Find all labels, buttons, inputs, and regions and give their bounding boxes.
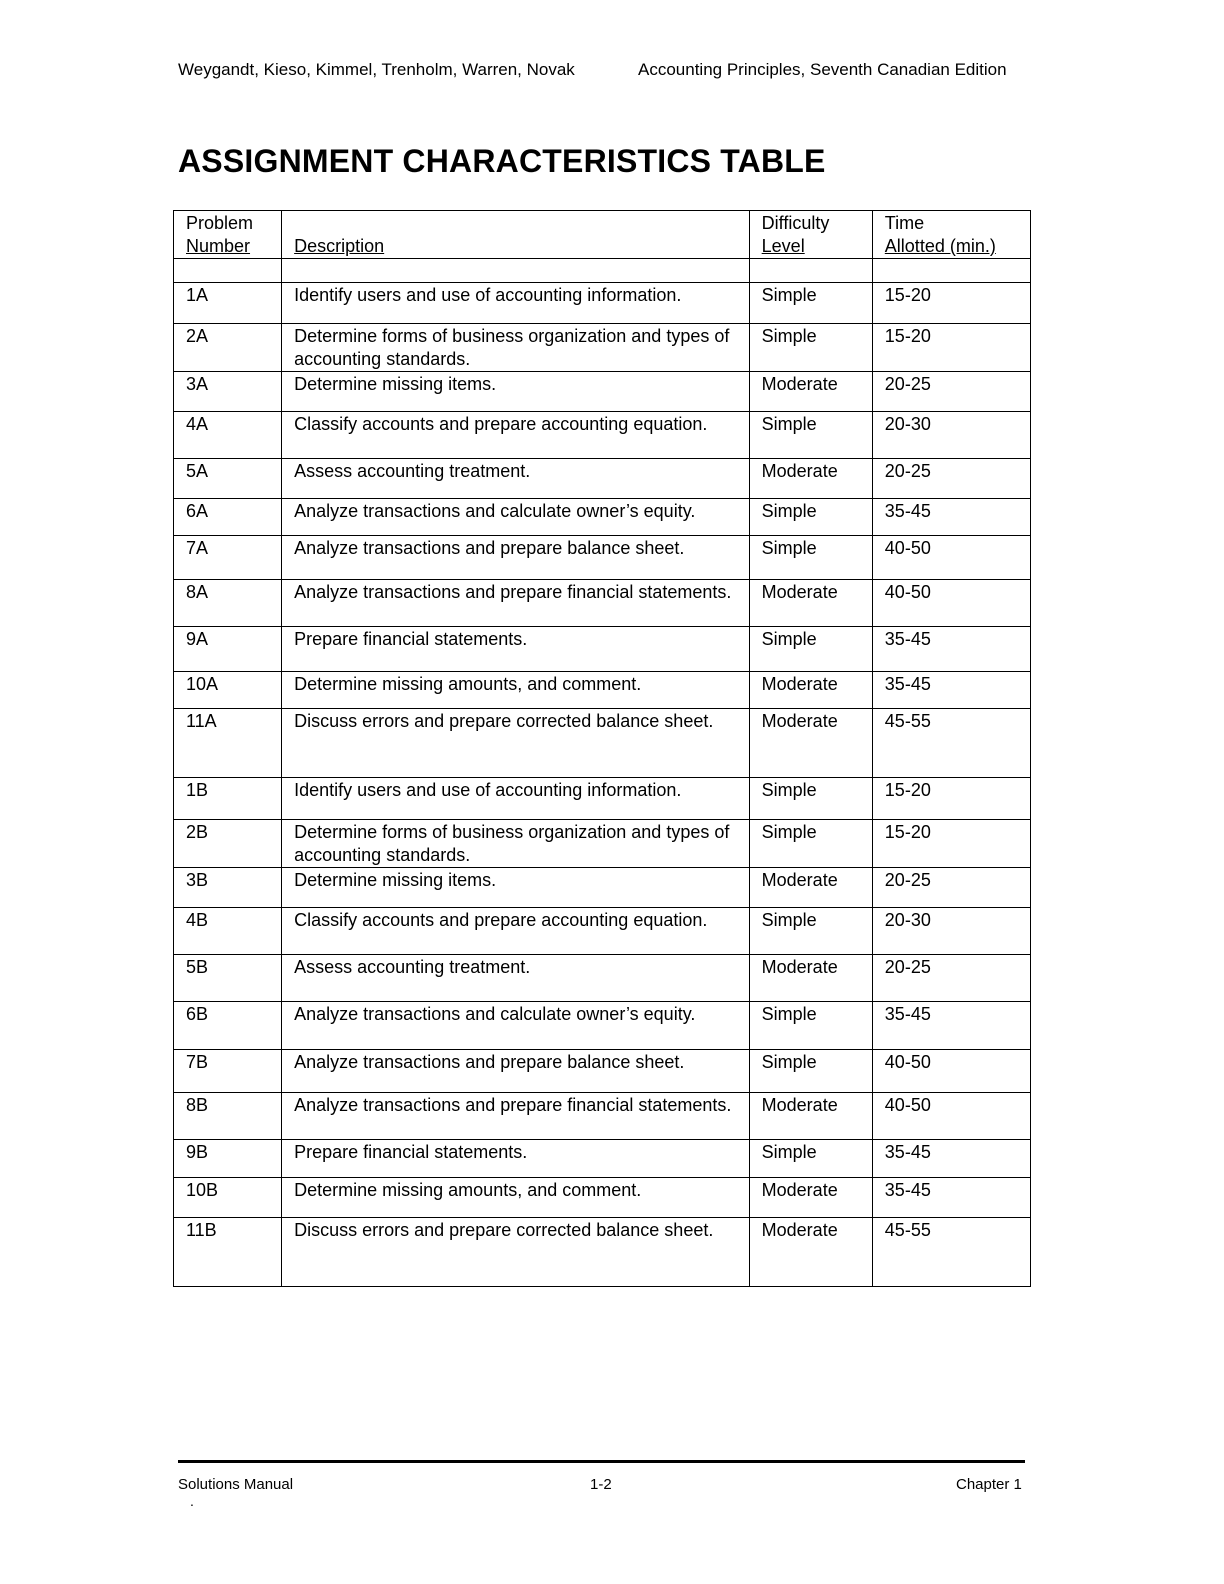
description-cell: Analyze transactions and prepare financial statements.: [282, 1093, 750, 1140]
table-spacer-row: [174, 259, 1031, 283]
table-row: [174, 283, 1031, 324]
header-difficulty-line2: Level: [761, 236, 805, 256]
table-row: [174, 1178, 1031, 1218]
difficulty-cell: Simple: [749, 1050, 872, 1093]
difficulty-cell: Simple: [749, 778, 872, 820]
description-cell: Prepare financial statements.: [282, 1140, 750, 1178]
time-allotted-cell: 40-50: [872, 1093, 1030, 1140]
description-cell: Determine missing items.: [282, 868, 750, 908]
running-head-authors: Weygandt, Kieso, Kimmel, Trenholm, Warren, Novak: [178, 60, 575, 79]
header-difficulty-line1: Difficulty: [761, 213, 830, 233]
time-allotted-cell: 35-45: [872, 499, 1030, 536]
table-row: [174, 778, 1031, 820]
difficulty-cell: Moderate: [749, 1093, 872, 1140]
footer-rule: [178, 1460, 1025, 1463]
running-head-book-title: Accounting Principles, Seventh Canadian Edition: [638, 60, 1007, 79]
table-row: [174, 709, 1031, 778]
time-allotted-cell: 20-30: [872, 908, 1030, 955]
time-allotted-cell: 15-20: [872, 324, 1030, 372]
time-allotted-cell: 20-25: [872, 459, 1030, 499]
problem-number-cell: 8B: [174, 1093, 282, 1140]
description-cell: Analyze transactions and prepare financial statements.: [282, 580, 750, 627]
difficulty-cell: Simple: [749, 1002, 872, 1050]
table-row: [174, 1050, 1031, 1093]
difficulty-cell: Moderate: [749, 672, 872, 709]
assignment-table: [173, 210, 1031, 1287]
header-time-line2: Allotted (min.): [884, 236, 996, 256]
difficulty-cell: Simple: [749, 1140, 872, 1178]
time-allotted-cell: 35-45: [872, 672, 1030, 709]
table-row: [174, 908, 1031, 955]
table-row: [174, 412, 1031, 459]
description-cell: Assess accounting treatment.: [282, 955, 750, 1002]
time-allotted-cell: 35-45: [872, 1140, 1030, 1178]
problem-number-cell: 3A: [174, 372, 282, 412]
difficulty-cell: Simple: [749, 908, 872, 955]
description-cell: Determine forms of business organization and types of accounting standards.: [282, 820, 750, 868]
time-allotted-cell: 45-55: [872, 1218, 1030, 1287]
time-allotted-cell: 20-30: [872, 412, 1030, 459]
difficulty-cell: Simple: [749, 499, 872, 536]
description-cell: Discuss errors and prepare corrected balance sheet.: [282, 1218, 750, 1287]
description-cell: Analyze transactions and calculate owner’s equity.: [282, 1002, 750, 1050]
table-row: [174, 1002, 1031, 1050]
table-row: [174, 1140, 1031, 1178]
description-cell: Analyze transactions and calculate owner’s equity.: [282, 499, 750, 536]
description-cell: Determine missing amounts, and comment.: [282, 1178, 750, 1218]
footer-right: Chapter 1: [956, 1476, 1022, 1493]
difficulty-cell: Simple: [749, 627, 872, 672]
difficulty-cell: Simple: [749, 283, 872, 324]
header-time-allotted: [872, 211, 1030, 259]
table-row: [174, 580, 1031, 627]
header-description-label: Description: [294, 236, 385, 256]
difficulty-cell: Simple: [749, 536, 872, 580]
header-time-line1: Time: [884, 213, 925, 233]
difficulty-cell: Moderate: [749, 372, 872, 412]
problem-number-cell: 7B: [174, 1050, 282, 1093]
table-row: [174, 459, 1031, 499]
header-description: [282, 211, 750, 259]
difficulty-cell: Simple: [749, 412, 872, 459]
problem-number-cell: 10B: [174, 1178, 282, 1218]
problem-number-cell: 6B: [174, 1002, 282, 1050]
table-row: [174, 820, 1031, 868]
table-row: [174, 868, 1031, 908]
description-cell: Assess accounting treatment.: [282, 459, 750, 499]
header-problem-line1: Problem: [186, 213, 254, 233]
table-row: [174, 499, 1031, 536]
description-cell: Analyze transactions and prepare balance sheet.: [282, 1050, 750, 1093]
difficulty-cell: Moderate: [749, 955, 872, 1002]
table-row: [174, 536, 1031, 580]
table-row: [174, 627, 1031, 672]
description-cell: Classify accounts and prepare accounting equation.: [282, 412, 750, 459]
time-allotted-cell: 40-50: [872, 536, 1030, 580]
problem-number-cell: 4B: [174, 908, 282, 955]
page-number: 1-2: [590, 1476, 612, 1493]
table-row: [174, 672, 1031, 709]
time-allotted-cell: 40-50: [872, 580, 1030, 627]
time-allotted-cell: 35-45: [872, 627, 1030, 672]
table-row: [174, 372, 1031, 412]
problem-number-cell: 5A: [174, 459, 282, 499]
table-row: [174, 1093, 1031, 1140]
problem-number-cell: 4A: [174, 412, 282, 459]
problem-number-cell: 10A: [174, 672, 282, 709]
table-row: [174, 324, 1031, 372]
problem-number-cell: 3B: [174, 868, 282, 908]
footer-left: Solutions Manual: [178, 1476, 294, 1493]
time-allotted-cell: 40-50: [872, 1050, 1030, 1093]
description-cell: Discuss errors and prepare corrected balance sheet.: [282, 709, 750, 778]
description-cell: Determine missing items.: [282, 372, 750, 412]
problem-number-cell: 6A: [174, 499, 282, 536]
time-allotted-cell: 45-55: [872, 709, 1030, 778]
table-row: [174, 1218, 1031, 1287]
time-allotted-cell: 35-45: [872, 1002, 1030, 1050]
description-cell: Determine forms of business organization and types of accounting standards.: [282, 324, 750, 372]
problem-number-cell: 11A: [174, 709, 282, 778]
difficulty-cell: Moderate: [749, 868, 872, 908]
description-cell: Prepare financial statements.: [282, 627, 750, 672]
description-cell: Identify users and use of accounting information.: [282, 778, 750, 820]
difficulty-cell: Simple: [749, 324, 872, 372]
time-allotted-cell: 20-25: [872, 372, 1030, 412]
description-cell: Analyze transactions and prepare balance sheet.: [282, 536, 750, 580]
table-row: [174, 955, 1031, 1002]
description-cell: Determine missing amounts, and comment.: [282, 672, 750, 709]
table-body: [174, 283, 1031, 1287]
problem-number-cell: 5B: [174, 955, 282, 1002]
difficulty-cell: Moderate: [749, 459, 872, 499]
table-header-row: [174, 211, 1031, 259]
problem-number-cell: 9B: [174, 1140, 282, 1178]
problem-number-cell: 1A: [174, 283, 282, 324]
time-allotted-cell: 15-20: [872, 778, 1030, 820]
description-cell: Identify users and use of accounting information.: [282, 283, 750, 324]
problem-number-cell: 11B: [174, 1218, 282, 1287]
header-problem-line2: Number: [186, 236, 251, 256]
difficulty-cell: Simple: [749, 820, 872, 868]
time-allotted-cell: 15-20: [872, 820, 1030, 868]
difficulty-cell: Moderate: [749, 1178, 872, 1218]
problem-number-cell: 7A: [174, 536, 282, 580]
problem-number-cell: 1B: [174, 778, 282, 820]
time-allotted-cell: 20-25: [872, 868, 1030, 908]
difficulty-cell: Moderate: [749, 1218, 872, 1287]
problem-number-cell: 9A: [174, 627, 282, 672]
time-allotted-cell: 15-20: [872, 283, 1030, 324]
page-title: ASSIGNMENT CHARACTERISTICS TABLE: [178, 143, 826, 179]
problem-number-cell: 2A: [174, 324, 282, 372]
problem-number-cell: 8A: [174, 580, 282, 627]
stray-dot: .: [190, 1493, 194, 1509]
header-problem-number: [174, 211, 282, 259]
difficulty-cell: Moderate: [749, 709, 872, 778]
header-difficulty-level: [749, 211, 872, 259]
time-allotted-cell: 35-45: [872, 1178, 1030, 1218]
problem-number-cell: 2B: [174, 820, 282, 868]
time-allotted-cell: 20-25: [872, 955, 1030, 1002]
difficulty-cell: Moderate: [749, 580, 872, 627]
description-cell: Classify accounts and prepare accounting equation.: [282, 908, 750, 955]
